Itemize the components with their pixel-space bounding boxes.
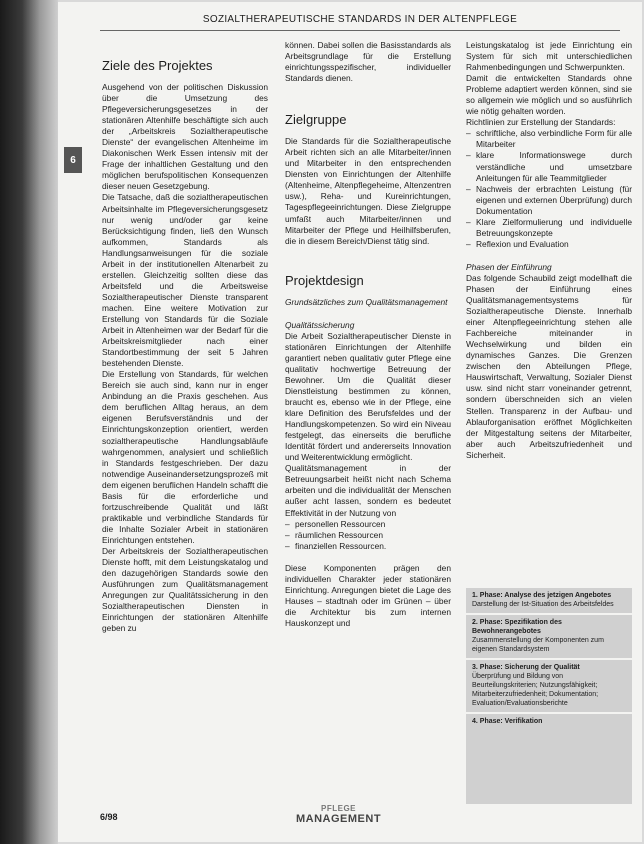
paragraph: Die Arbeit Sozialtherapeutischer Dienste in stationären Einrichtungen der Altenhilfe garantiert neben qualitativ guter Pflege eine qualitativ hochwertige Betreuung der Bewohner. Um die Qualität dieser Dienstleistung bestimmen zu können, braucht es, ebenso wie in der Pflege, eine klare Definition des Berufsfeldes und der Handlungskompetenzen. So wird ein Niveau festgelegt, das einerseits die berufliche Identität fördert und andererseits Innovation und Weiterentwicklung ermöglicht. [285,330,451,463]
subheading: Grundsätzliches zum Qualitätsmanagement [285,296,448,307]
paragraph: Die Standards für die Sozialtherapeutische Arbeit richten sich an alle Mitarbeiter/innen und Mitarbeiter in den entsprechenden Diensten von Einrichtungen der Altenhilfe (Altenheime, Altenpflegeheime, Altenzentren usw.), Reha- und Kureinrichtungen, Tagespflegeeinrichtungen. Diese Zielgruppe umfaßt auch Mitarbeiter/innen und Mitarbeiter der Pflege und Heilhilfsberufen, die in diesem Bereich/Dienst tätig sind. [285,136,451,246]
section-tab-marker: 6 [64,147,82,173]
phase-title: 4. Phase: Verifikation [472,718,543,725]
header-divider [100,30,620,31]
magazine-logo [296,804,381,824]
running-header: SOZIALTHERAPEUTISCHE STANDARDS IN DER ALTENPFLEGE [202,14,518,25]
phase-description: Darstellung der Ist-Situation des Arbeitsfeldes [472,601,614,608]
heading-zielgruppe: Zielgruppe [285,112,347,128]
phase-title: 2. Phase: Spezifikation des Bewohnerangebotes [472,619,562,635]
logo-top-text: PFLEGE [321,804,357,813]
paragraph: Das folgende Schaubild zeigt modellhaft die Phasen der Einführung eines Qualitätsmanagementsystems für Sozialtherapeutische Dienste. Innerhalb einer Altenpflegeeinrichtung stehen alle Fachbereiche miteinander in Wechselwirkung und bilden ein dynamisches Ganzes. Die Grenzen zwischen den Abteilungen Pflege, Hauswirtschaft, Verwaltung, Sozialer Dienst usw. sind nicht starr voneinander getrennt, sondern überschneiden sich an vielen Stellen. Transparenz in der Aufbau- und Ablauforganisation eröffnet Möglichkeiten der Mitgestaltung seitens der Mitarbeiter, aber auch Arbeitszufriedenheit und Sicherheit. [466,272,632,460]
phase-item [466,660,632,714]
paragraph: Leistungskatalog ist jede Einrichtung ein System für sich mit unterschiedlichen Rahmenbedingungen und Schwerpunkten. [466,40,632,73]
paragraph: Die Tatsache, daß die sozialtherapeutischen Arbeitsinhalte im Pflegeversicherungsgesetz nur wenig und/oder gar keine Berücksichtigung finden, ließ den Wunsch aufkommen, Standards als Handlungsanweisungen für die soziale Arbeit in der institutionellen Altenarbeit zu erstellen. Gleichzeitig sollten diese das Arbeitsfeld und die Arbeitsweise Sozialtherapeutischer Dienste transparent machen. Eine weitere Motivation zur Erstellung von Standards für die Soziale Arbeit in Altenheimen war der Bedarf für die Arbeitskreismitglieder nach einer Standortbestimmung der seit 5 Jahren bestehenden Dienste. [102,192,268,369]
list-item: – klare Informationswege durch verständliche und umsetzbare Anleitungen für alle Teammitglieder [466,150,632,183]
phase-diagram-box [466,588,632,804]
column-right [466,40,632,461]
paragraph: Der Arbeitskreis der Sozialtherapeutischen Dienste hofft, mit dem Leistungskatalog und den dazugehörigen Standards sowie den Ausführungen zum Qualitätsmanagement Anregungen zur Qualitätssicherung in den Sozialtherapeutischen Diensten in Einrichtungen der stationären Altenhilfe geben zu [102,545,268,634]
paragraph: Qualitätsmanagement in der Betreuungsarbeit heißt nicht nach Schema arbeiten und die individualität der Menschen außer acht lassen, sondern es bedeutet Effektivität in der Nutzung von [285,463,451,518]
phase-description: Überprüfung und Bildung von Beurteilungskriterien; Nutzungsfähigkeit; Mitarbeiterzufriedenheit; Dokumentation; Evaluation/Evaluationsberichte [472,673,599,707]
phase-title: 3. Phase: Sicherung der Qualität [472,664,580,671]
column-middle [285,40,451,629]
phase-title: 1. Phase: Analyse des jetzigen Angebotes [472,592,612,599]
list-item: – Nachweis der erbrachten Leistung (für eigenen und externen Überprüfung) durch Dokumentation [466,184,632,217]
list-item: – personellen Ressourcen [285,519,451,530]
list-item: – schriftliche, also verbindliche Form für alle Mitarbeiter [466,128,632,150]
phase-description: Zusammenstellung der Komponenten zum eigenen Standardsystem [472,637,604,653]
heading-ziele: Ziele des Projektes [102,58,213,73]
guideline-list [466,128,632,250]
paragraph: Diese Komponenten prägen den individuellen Charakter jeder stationären Einrichtung. Anregungen bietet die Lage des Hauses – stadtnah oder im Grünen – über die Architektur bis zum internen Hauskonzept und [285,562,451,628]
list-item: – Klare Zielformulierung und individuelle Betreuungskonzepte [466,217,632,239]
page-number: 6/98 [100,812,118,822]
logo-main-text: MANAGEMENT [296,813,382,825]
list-item: – räumlichen Ressourcen [285,530,451,541]
phase-item [466,615,632,660]
phase-item [466,588,632,615]
paragraph: können. Dabei sollen die Basisstandards als Arbeitsgrundlage für die Erstellung einrichtungsspezifischer, individueller Standards dienen. [285,40,451,84]
list-item: – Reflexion und Evaluation [466,239,632,250]
heading-projektdesign: Projektdesign [285,272,364,288]
paragraph: Damit die entwickelten Standards ohne Probleme adaptiert werden können, sind sie so allgemein wie möglich und so ausführlich wie nötig gehalten worden. [466,73,632,117]
resource-list [285,519,451,552]
subheading: Qualitätssicherung [285,319,355,330]
phase-item [466,714,632,730]
subheading: Phasen der Einführung [466,261,552,272]
paragraph: Die Erstellung von Standards, für welchen Bereich sie auch sind, kann nur in enger Anbindung an die Praxis geschehen. Aus dem beruflichen Alltag heraus, an dem eigenen Berufsverständnis und der Einrichtungskonzeption orientiert, werden sozialtherapeutische Handlungsabläufe wahrgenommen, analysiert und schließlich in Standards festgeschrieben. Der dazu notwendige Auseinandersetzungsprozeß mit dem eigenen beruflichen Handeln schafft die Basis für die erforderliche und fortzuschreibende Qualität und läßt praktikable und verbindliche Standards für die Inhalte Sozialer Arbeit in stationären Einrichtungen entstehen. [102,369,268,545]
book-spine-shadow [0,0,58,844]
paragraph: Richtlinien zur Erstellung der Standards: [466,117,616,128]
paragraph: Ausgehend von der politischen Diskussion über die Umsetzung des Pflegeversicherungsgesetzes in der stationären Altenhilfe beschäftigte sich auch der „Arbeitskreis Sozialtherapeutische Dienste“ der evangelischen Altenheime im Diakonischen Werk Essen intensiv mit der Frage der inhaltlichen Gestaltung und den möglichen berufspolitischen Konsequenzen dieser neuen Gesetzgebung. [102,82,268,192]
column-left [102,58,268,634]
list-item: – finanziellen Ressourcen. [285,541,451,552]
